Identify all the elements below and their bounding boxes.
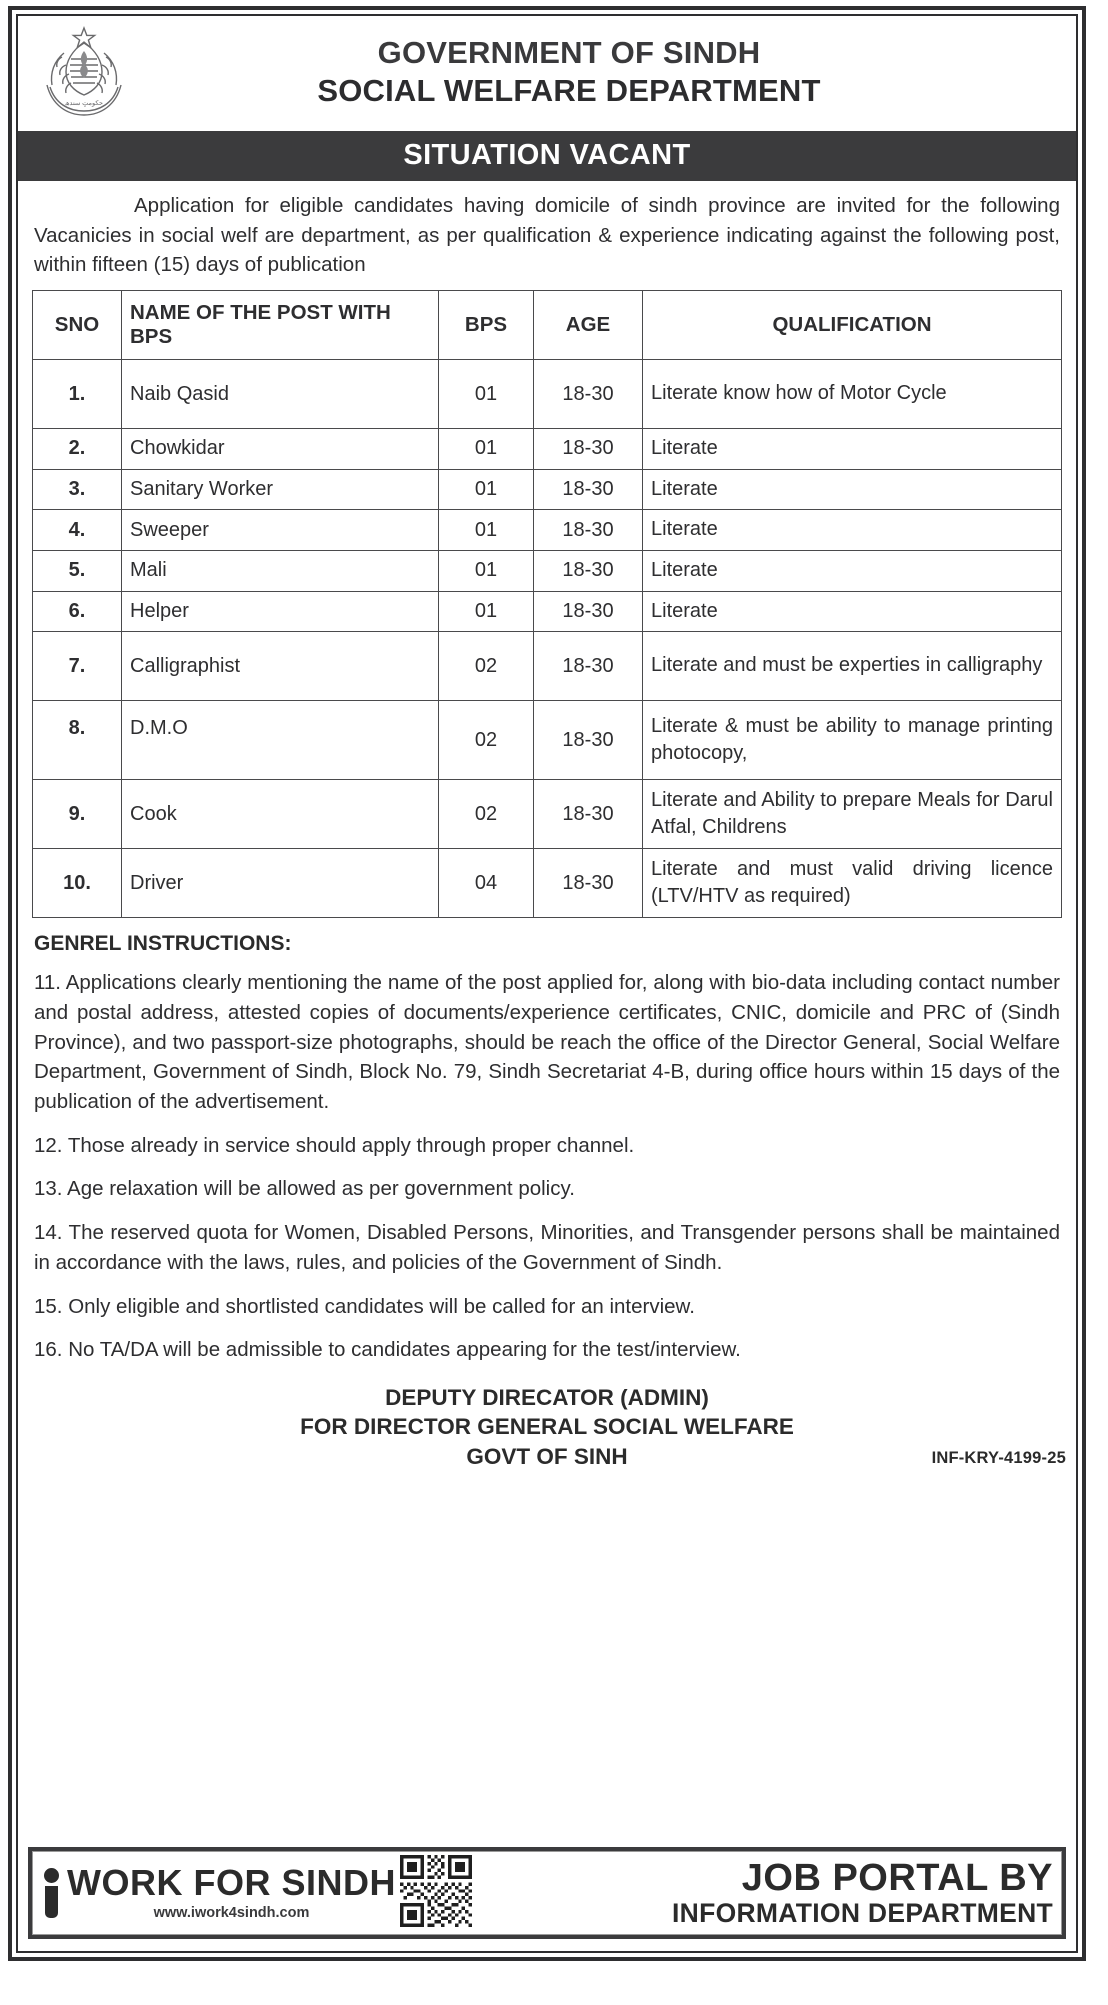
cell-sno: 6.	[33, 591, 122, 632]
instruction-item-14: 14. The reserved quota for Women, Disabled Persons, Minorities, and Transgender persons shall be maintained in accordance with the laws, rules, and policies of the Government of Sindh.	[34, 1221, 1060, 1274]
cell-qualification: Literate and Ability to prepare Meals for Darul Atfal, Childrens	[643, 780, 1062, 849]
table-row	[33, 591, 1062, 632]
advertisement-inner-frame	[16, 14, 1078, 1953]
job-portal-block	[476, 1852, 1061, 1934]
poster-header	[18, 16, 1076, 128]
signature-line-3: GOVT OF SINH	[466, 1443, 628, 1469]
column-header-age: AGE	[534, 291, 643, 360]
advertisement-poster	[8, 6, 1086, 1961]
table-row	[33, 510, 1062, 551]
cell-age: 18-30	[534, 591, 643, 632]
column-header-bps: BPS	[439, 291, 534, 360]
cell-post: Calligraphist	[122, 632, 439, 701]
cell-post: Cook	[122, 780, 439, 849]
page-title-department: SOCIAL WELFARE DEPARTMENT	[317, 73, 821, 108]
cell-post: Driver	[122, 849, 439, 918]
cell-qualification: Literate	[643, 550, 1062, 591]
instruction-item-16: 16. No TA/DA will be admissible to candidates appearing for the test/interview.	[34, 1338, 741, 1362]
table-row	[33, 780, 1062, 849]
table-row	[33, 429, 1062, 470]
footer-banner	[28, 1847, 1066, 1939]
instruction-item-11: 11. Applications clearly mentioning the name of the post applied for, along with bio-data including contact number and postal address, attested copies of documents/experience certificates, CNIC, domicile and PRC of (Sindh Province), and two passport-size photographs, should be reach the office of the Director General, Social Welfare Department, Government of Sindh, Block No. 79, Sindh Secretariat 4-B, during office hours within 15 days of the publication of the advertisement.	[34, 971, 1060, 1113]
cell-sno: 5.	[33, 550, 122, 591]
cell-bps: 04	[439, 849, 534, 918]
cell-bps: 01	[439, 550, 534, 591]
situation-vacant-banner: SITUATION VACANT	[18, 131, 1076, 181]
signature-line-1: DEPUTY DIRECATOR (ADMIN)	[385, 1385, 709, 1411]
cell-sno: 7.	[33, 632, 122, 701]
general-instructions-section	[18, 918, 1076, 1365]
cell-post: Chowkidar	[122, 429, 439, 470]
table-row	[33, 701, 1062, 780]
cell-post: Sweeper	[122, 510, 439, 551]
cell-sno: 3.	[33, 469, 122, 510]
footer-banner-inner	[32, 1851, 1062, 1935]
inf-reference-code: INF-KRY-4199-25	[931, 1449, 1066, 1468]
cell-age: 18-30	[534, 510, 643, 551]
intro-paragraph: Application for eligible candidates having domicile of sindh province are invited for the following Vacanicies in social welf are department, as per qualification & experience indicating against the following post, within fifteen (15) days of publication	[34, 194, 1060, 277]
cell-sno: 4.	[33, 510, 122, 551]
job-portal-title: JOB PORTAL BY	[741, 1856, 1053, 1899]
cell-age: 18-30	[534, 469, 643, 510]
cell-qualification: Literate & must be ability to manage printing photocopy,	[643, 701, 1062, 780]
cell-age: 18-30	[534, 360, 643, 429]
cell-qualification: Literate	[643, 510, 1062, 551]
table-row	[33, 550, 1062, 591]
iwork-label: WORK FOR SINDH	[67, 1862, 396, 1903]
instruction-item-15: 15. Only eligible and shortlisted candidates will be called for an interview.	[34, 1294, 695, 1318]
page-title-government: GOVERNMENT OF SINDH	[377, 35, 761, 71]
cell-bps: 01	[439, 510, 534, 551]
qr-code[interactable]	[400, 1855, 472, 1932]
column-header-sno: SNO	[33, 291, 122, 360]
cell-post: Mali	[122, 550, 439, 591]
posts-table	[32, 290, 1062, 918]
cell-bps: 02	[439, 632, 534, 701]
cell-post: Helper	[122, 591, 439, 632]
job-portal-subtitle: INFORMATION DEPARTMENT	[671, 1897, 1053, 1928]
svg-text:حكومتٍ سندھ: حكومتٍ سندھ	[65, 100, 103, 107]
cell-age: 18-30	[534, 701, 643, 780]
cell-qualification: Literate know how of Motor Cycle	[643, 360, 1062, 429]
iwork-text-block	[67, 1862, 396, 1921]
table-row	[33, 632, 1062, 701]
cell-bps: 01	[439, 469, 534, 510]
cell-qualification: Literate and must be experties in calligraphy	[643, 632, 1062, 701]
cell-sno: 10.	[33, 849, 122, 918]
table-header-row	[33, 291, 1062, 360]
iwork-website-url[interactable]: www.iwork4sindh.com	[153, 1905, 310, 1921]
iwork-person-i-icon	[43, 1868, 60, 1918]
cell-post: Sanitary Worker	[122, 469, 439, 510]
posts-table-container	[18, 282, 1076, 918]
instruction-item-12: 12. Those already in service should apply through proper channel.	[34, 1133, 635, 1157]
cell-age: 18-30	[534, 429, 643, 470]
cell-qualification: Literate and must valid driving licence (LTV/HTV as required)	[643, 849, 1062, 918]
cell-post: D.M.O	[122, 701, 439, 780]
table-row	[33, 469, 1062, 510]
iwork-for-sindh-logo[interactable]	[33, 1852, 396, 1934]
cell-qualification: Literate	[643, 591, 1062, 632]
cell-age: 18-30	[534, 780, 643, 849]
cell-sno: 2.	[33, 429, 122, 470]
cell-bps: 02	[439, 701, 534, 780]
cell-qualification: Literate	[643, 469, 1062, 510]
cell-bps: 01	[439, 429, 534, 470]
cell-bps: 01	[439, 591, 534, 632]
signature-block	[18, 1383, 1076, 1471]
government-of-sindh-emblem-icon	[36, 22, 132, 122]
table-row	[33, 849, 1062, 918]
cell-qualification: Literate	[643, 429, 1062, 470]
cell-age: 18-30	[534, 849, 643, 918]
cell-age: 18-30	[534, 550, 643, 591]
cell-bps: 01	[439, 360, 534, 429]
signature-line-2: FOR DIRECTOR GENERAL SOCIAL WELFARE	[300, 1414, 794, 1440]
cell-post: Naib Qasid	[122, 360, 439, 429]
cell-sno: 9.	[33, 780, 122, 849]
column-header-post: NAME OF THE POST WITH BPS	[122, 291, 439, 360]
table-row	[33, 360, 1062, 429]
general-instructions-title: GENREL INSTRUCTIONS:	[34, 932, 292, 956]
header-title-block	[132, 34, 1066, 110]
cell-sno: 1.	[33, 360, 122, 429]
column-header-qualification: QUALIFICATION	[643, 291, 1062, 360]
instruction-item-13: 13. Age relaxation will be allowed as per government policy.	[34, 1177, 575, 1201]
cell-sno: 8.	[33, 701, 122, 780]
cell-age: 18-30	[534, 632, 643, 701]
cell-bps: 02	[439, 780, 534, 849]
